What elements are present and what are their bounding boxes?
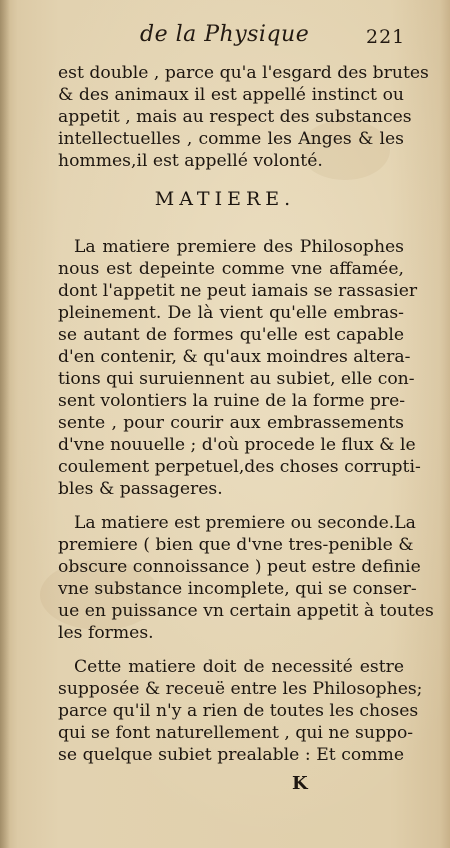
text-line: & des animaux il est appellé instinct ou [58,85,404,105]
section-heading: MATIERE. [154,188,296,210]
text-line: Cette matiere doit de necessité estre [74,657,404,677]
running-title: de la Physique [140,22,310,47]
text-line: hommes,il est appellé volonté. [58,151,323,171]
text-line: nous est depeinte comme vne affamée, [58,259,404,279]
text-line: ue en puissance vn certain appetit à toutes [58,601,434,621]
text-line: vne substance incomplete, qui se conser- [58,579,417,599]
text-line: coulement perpetuel,des choses corrupti- [58,457,421,477]
page-number: 221 [366,26,406,48]
text-line: dont l'appetit ne peut iamais se rassasier [58,281,418,301]
text-line: tions qui suruiennent au subiet, elle con- [58,369,415,389]
text-line: d'vne nouuelle ; d'où procede le flux & le [58,435,416,455]
text-line: La matiere est premiere ou seconde.La [74,513,416,533]
text-line: d'en contenir, & qu'aux moindres altera- [58,347,411,367]
text-line: sente , pour courir aux embrassements [58,413,404,433]
text-line: premiere ( bien que d'vne tres-penible & [58,535,414,555]
text-line: se autant de formes qu'elle est capable [58,325,404,345]
text-line: appetit , mais au respect des substances [58,107,412,127]
text-line: La matiere premiere des Philosophes [74,237,404,257]
text-line: supposée & receuë entre les Philosophes; [58,679,423,699]
text-line: se quelque subiet prealable : Et comme [58,745,404,765]
text-line: intellectuelles , comme les Anges & les [58,129,404,149]
spine-shadow [0,0,10,848]
text-line: pleinement. De là vient qu'elle embras- [58,303,404,323]
text-line: qui se font naturellement , qui ne suppo- [58,723,414,743]
text-line: les formes. [58,623,154,643]
text-line: obscure connoissance ) peut estre definie [58,557,421,577]
text-line: sent volontiers la ruine de la forme pre- [58,391,406,411]
text-line: est double , parce qu'a l'esgard des brutes [58,63,429,83]
text-line: parce qu'il n'y a rien de toutes les choses [58,701,419,721]
catchword: K [292,773,308,794]
text-line: bles & passageres. [58,479,223,499]
